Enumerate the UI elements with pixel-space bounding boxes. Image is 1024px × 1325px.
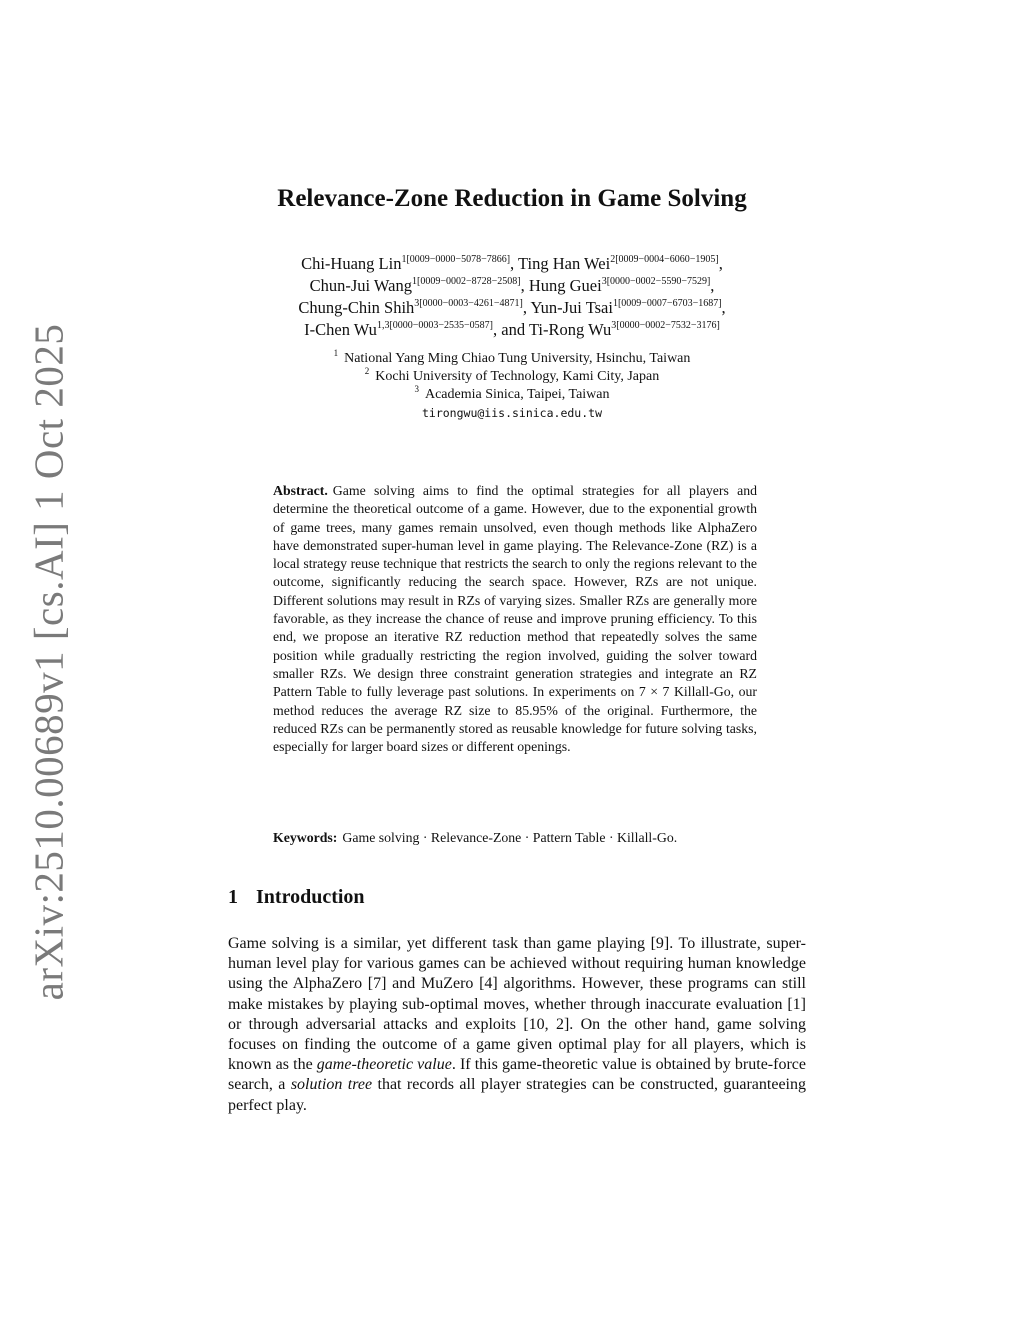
intro-emphasis: solution tree	[290, 1076, 373, 1094]
author-name: Yun-Jui Tsai	[530, 298, 613, 317]
author-orcid: 1[0009−0007−6703−1687]	[612, 298, 722, 309]
abstract-text: Game solving aims to find the optimal strategies for all players and determine the theoretical outcome of a game. However, due to the exponential growth of game trees, many games remain unsolved, even though methods like AlphaZero have demonstrated super-human level in game playing. The Relevance-Zone (RZ) is a local strategy reuse technique that restricts the search to only the regions relevant to the outcome, significantly reducing the search space. However, RZs are not unique. Different solutions may result in RZs of varying sizes. Smaller RZs are generally more favorable, as they increase the chance of reuse and improve pruning efficiency. To this end, we propose an iterative RZ reduction method that repeatedly solves the same position while gradually restricting the region involved, guiding the solver toward smaller RZs. We design three constraint generation strategies and integrate an RZ Pattern Table to fully leverage past solutions. In experiments on 7 × 7 Killall-Go, our method reduces the average RZ size to 85.95% of the original. Furthermore, the reduced RZs can be permanently stored as reusable knowledge for future solving tasks, especially for larger board sizes or different openings.	[273, 483, 757, 755]
author-separator: ,	[710, 276, 715, 295]
affiliations	[0, 350, 1024, 422]
intro-paragraph	[228, 934, 806, 1116]
keywords-text: Game solving · Relevance-Zone · Pattern Table · Killall-Go.	[342, 830, 678, 845]
affiliation-line	[0, 386, 1024, 404]
author-name: I-Chen Wu	[304, 320, 377, 339]
affiliation-text: Academia Sinica, Taipei, Taiwan	[424, 387, 610, 402]
abstract	[273, 482, 757, 756]
affiliation-line	[0, 368, 1024, 386]
keywords	[273, 830, 773, 846]
paper-title: Relevance-Zone Reduction in Game Solving	[277, 185, 747, 212]
affiliation-number: 3	[414, 384, 419, 394]
intro-text: . If this game-theoretic value is obtained by brute-force search, a	[228, 1056, 806, 1094]
section-number: 1	[228, 886, 238, 908]
author-orcid: 3[0000−0002−7532−3176]	[611, 320, 720, 331]
author-name: Chi-Huang Lin	[301, 254, 402, 273]
affiliation-number: 2	[364, 366, 370, 376]
keywords-label: Keywords:	[273, 830, 338, 845]
author-separator: ,	[510, 254, 518, 273]
arxiv-identifier: arXiv:2510.00689v1 [cs.AI] 1 Oct 2025	[25, 323, 72, 1001]
affiliation-text: National Yang Ming Chiao Tung University, Hsinchu, Taiwan	[344, 351, 691, 366]
author-separator: ,	[718, 254, 723, 273]
author-line	[0, 319, 1024, 341]
author-orcid: 3[0000−0002−5590−7529]	[601, 276, 711, 287]
author-list	[0, 253, 1024, 341]
author-name: Ti-Rong Wu	[528, 320, 612, 339]
intro-text: Game solving is a similar, yet different task than game playing [9]. To illustrate, super-human level play for various games can be achieved without requiring human knowledge using the AlphaZero [7] and MuZero [4] algorithms. However, these programs can still make mistakes by playing sub-optimal moves, whether through inaccurate evaluation [1] or through adversarial attacks and exploits [10, 2]. On the other hand, game solving focuses on finding the outcome of a game given optimal play for all players, which is known as the	[228, 935, 806, 1074]
intro-emphasis: game-theoretic value	[316, 1056, 452, 1074]
author-separator: ,	[522, 298, 531, 317]
affiliation-text: Kochi University of Technology, Kami City, Japan	[375, 369, 660, 384]
author-name: Ting Han Wei	[518, 254, 611, 273]
author-line	[0, 275, 1024, 297]
author-orcid: 3[0000−0003−4261−4871]	[414, 298, 523, 309]
author-name: Chung-Chin Shih	[298, 298, 415, 317]
author-orcid: 1[0009−0002−8728−2508]	[411, 276, 521, 287]
intro-text: that records all player strategies can be constructed, guaranteeing perfect play.	[228, 1076, 806, 1114]
author-orcid: 1,3[0000−0003−2535−0587]	[376, 320, 494, 331]
affiliation-line	[0, 350, 1024, 368]
author-separator: ,	[721, 298, 726, 317]
contact-email: tirongwu@iis.sinica.edu.tw	[421, 406, 602, 420]
author-line	[0, 253, 1024, 275]
abstract-label: Abstract.	[273, 483, 328, 498]
affiliation-number: 1	[333, 348, 339, 358]
section-title: Introduction	[256, 886, 365, 908]
author-separator: ,	[520, 276, 529, 295]
author-name: Chun-Jui Wang	[309, 276, 412, 295]
author-name: Hung Guei	[528, 276, 602, 295]
arxiv-side-stamp	[20, 323, 76, 1001]
section-heading	[228, 886, 365, 909]
author-separator: , and	[493, 320, 529, 339]
author-orcid: 2[0009−0004−6060−1905]	[610, 254, 719, 265]
author-line	[0, 297, 1024, 319]
author-orcid: 1[0009−0000−5078−7866]	[401, 254, 511, 265]
